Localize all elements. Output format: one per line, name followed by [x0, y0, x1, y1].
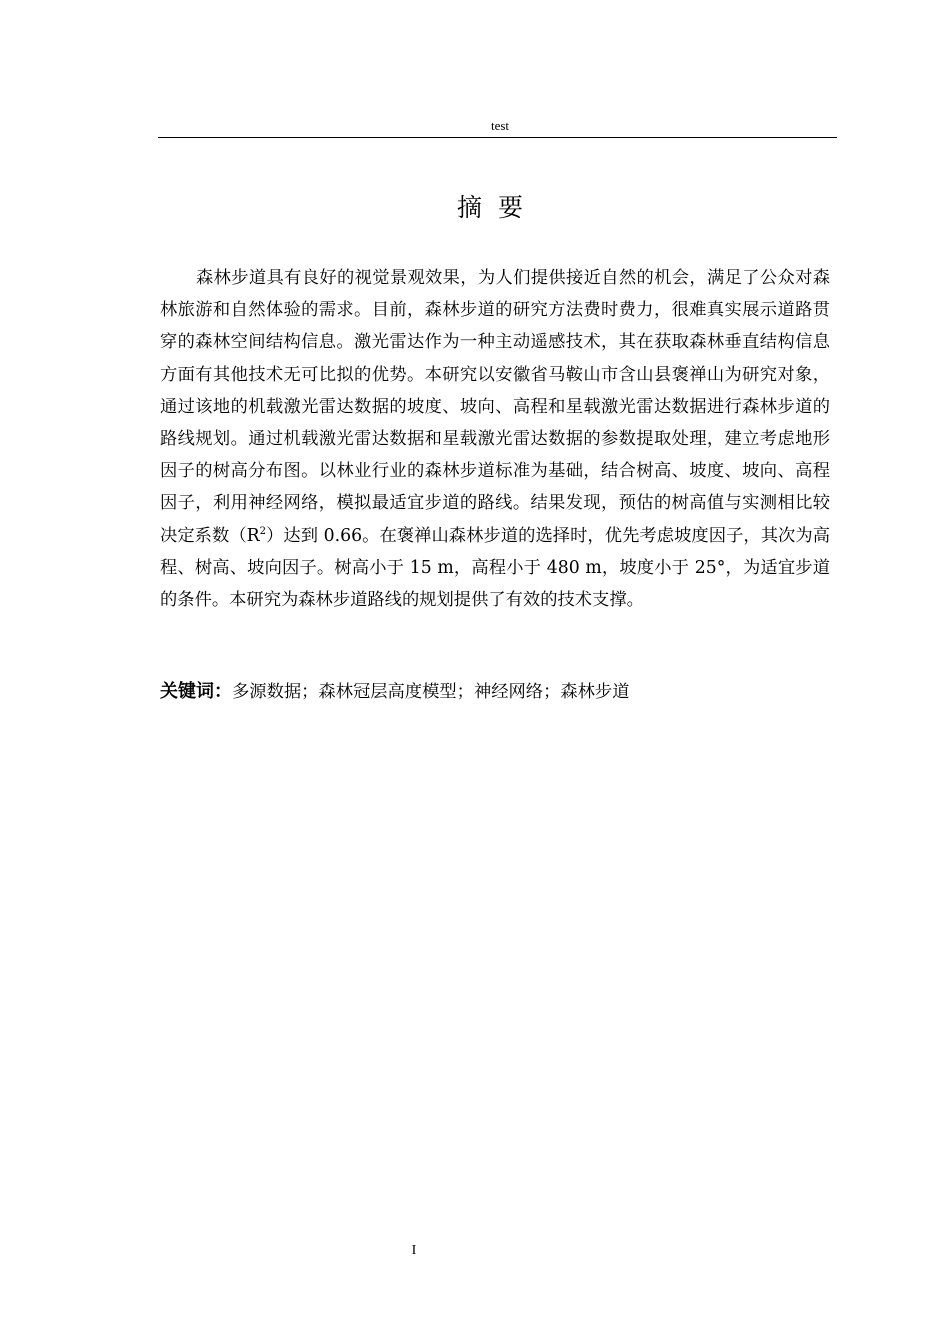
header-rule — [158, 137, 837, 138]
page-number: I — [411, 1243, 417, 1258]
keywords-label: 关键词： — [160, 681, 232, 702]
running-header: test — [490, 118, 510, 133]
abstract-text-part1: 森林步道具有良好的视觉景观效果，为人们提供接近自然的机会，满足了公众对森林旅游和自然体验的需求。目前，森林步道的研究方法费时费力，很难真实展示道路贯穿的森林空间结构信息。激光雷达作为一种主动遥感技术，其在获取森林垂直结构信息方面有其他技术无可比拟的优势。本研究以安徽省马鞍山市含山县褒禅山为研究对象，通过该地的机载激光雷达数据的坡度、坡向、高程和星载激光雷达数据进行森林步道的路线规划。通过机载激光雷达数据和星载激光雷达数据的参数提取处理，建立考虑地形因子的树高分布图。以林业行业的森林步道标准为基础，结合树高、坡度、坡向、高程因子，利用神经网络，模拟最适宜步道的路线。结果发现，预估的树高值与实测相比较决定系数（R — [160, 268, 830, 546]
abstract-text-part2: ）达到 0.66。在褒禅山森林步道的选择时，优先考虑坡度因子，其次为高程、树高、坡向因子。树高小于 15 m，高程小于 480 m，坡度小于 25°，为适宜步道的条件。本研究为森林步道路线的规划提供了有效的技术支撑。 — [160, 525, 830, 611]
r-squared-superscript: 2 — [259, 525, 267, 537]
abstract-title: 摘要 — [456, 193, 539, 222]
abstract-body — [160, 262, 830, 616]
keywords-value: 多源数据；森林冠层高度模型；神经网络；森林步道 — [232, 682, 630, 702]
keywords-line — [160, 681, 840, 703]
